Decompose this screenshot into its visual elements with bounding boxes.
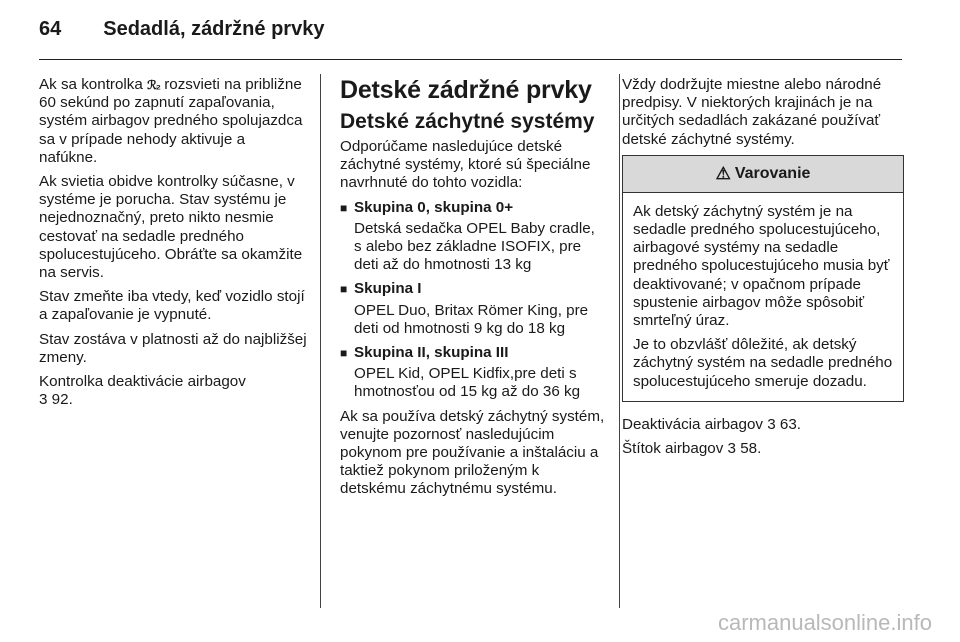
- bullet-icon: ■: [340, 200, 348, 215]
- page-ref-link[interactable]: 63.: [775, 415, 802, 433]
- paragraph-change-state: Stav zmeňte iba vtedy, keď vozidlo stojí a zapaľovanie je vypnuté.: [39, 288, 305, 324]
- paragraph-deactivation-light: Kontrolka deaktivácie airbagov 3 92.: [39, 373, 246, 409]
- warning-header: [623, 156, 903, 193]
- page-ref-arrow-icon: 3: [39, 391, 48, 409]
- watermark: carmanualsonline.info: [717, 610, 932, 635]
- subsection-heading: Detské záchytné systémy: [340, 110, 595, 133]
- header-rule: [39, 59, 902, 60]
- column-divider-1: [320, 74, 321, 608]
- warning-triangle-icon: ⚠: [715, 163, 731, 183]
- warning-box: [622, 155, 904, 402]
- bullet-icon: ■: [340, 282, 348, 297]
- list-item: ■ Skupina II, skupina III: [340, 344, 509, 362]
- page-header: [39, 18, 324, 48]
- warning-paragraph: Ak detský záchytný systém je na sedadle predného spolucestujúceho, airbagové systémy na sedadle predného spolucestujúceho musia byť deaktivované; v opačnom prípade spustenie airbagov môže spôsobiť smrteľný úraz.: [633, 202, 890, 330]
- reference-label: Štítok airbagov 3 58.: [622, 440, 762, 458]
- intro-paragraph: Odporúčame nasledujúce detské záchytné systémy, ktoré sú špeciálne navrhnuté do tohto vozidla:: [340, 138, 591, 192]
- page-title: Sedadlá, zádržné prvky: [103, 18, 325, 40]
- paragraph-regulations: Vždy dodržujte miestne alebo národné predpisy. V niektorých krajinách je na určitých sedadlách zakázané používať detské záchytné systémy.: [622, 76, 882, 148]
- list-item-text: OPEL Kid, OPEL Kidfix,pre deti s hmotnosťou od 15 kg až do 36 kg: [354, 365, 581, 401]
- warning-paragraph: Je to obzvlášť dôležité, ak detský záchytný systém na sedadle predného spolucestujúceho smeruje dozadu.: [633, 336, 893, 390]
- page-ref-link[interactable]: 92.: [47, 391, 73, 409]
- warning-body: [623, 193, 903, 401]
- list-item: ■ Skupina I: [340, 280, 422, 298]
- list-item: ■ Skupina 0, skupina 0+: [340, 198, 514, 216]
- bullet-icon: ■: [340, 346, 348, 361]
- page-number: 64: [39, 18, 62, 40]
- column-right: [622, 76, 904, 464]
- airbag-off-icon: ℛ₂: [147, 78, 160, 92]
- reference-deactivation: Deaktivácia airbagov 3 63.: [622, 415, 802, 433]
- paragraph-state-valid: Stav zostáva v platnosti až do najbližšej zmeny.: [39, 330, 307, 366]
- list-item-text: Detská sedačka OPEL Baby cradle, s alebo bez základne ISOFIX, pre deti až do hmotnosti 13 kg: [354, 219, 595, 274]
- page-ref-link[interactable]: 58.: [736, 440, 762, 458]
- column-divider-2: [619, 74, 620, 608]
- paragraph-airbag-light: Ak sa kontrolka ℛ₂ rozsvieti na približne 60 sekúnd po zapnutí zapaľovania, systém airbagov predného spolujazdca sa v prípade nehody aktivuje a nafúkne.: [39, 76, 303, 166]
- warning-title: Varovanie: [734, 164, 811, 182]
- section-heading: Detské zádržné prvky: [340, 76, 592, 104]
- closing-paragraph: Ak sa používa detský záchytný systém, venujte pozornosť nasledujúcim pokynom pre používanie a inštaláciu a taktiež pokynom priloženým k detskému záchytnému systému.: [340, 407, 605, 498]
- column-left: [39, 76, 307, 415]
- list-item-text: OPEL Duo, Britax Römer King, pre deti od hmotnosti 9 kg do 18 kg: [354, 301, 589, 337]
- column-middle: [340, 76, 606, 505]
- paragraph-fault: Ak svietia obidve kontrolky súčasne, v systéme je porucha. Stav systému je nejednoznačný, preto nikto nesmie cestovať na sedadle predného spolucestujúceho. Obráťte sa okamžite na servis.: [39, 173, 303, 282]
- page-ref-arrow-icon: 3: [767, 415, 776, 433]
- page-ref-arrow-icon: 3: [727, 440, 736, 458]
